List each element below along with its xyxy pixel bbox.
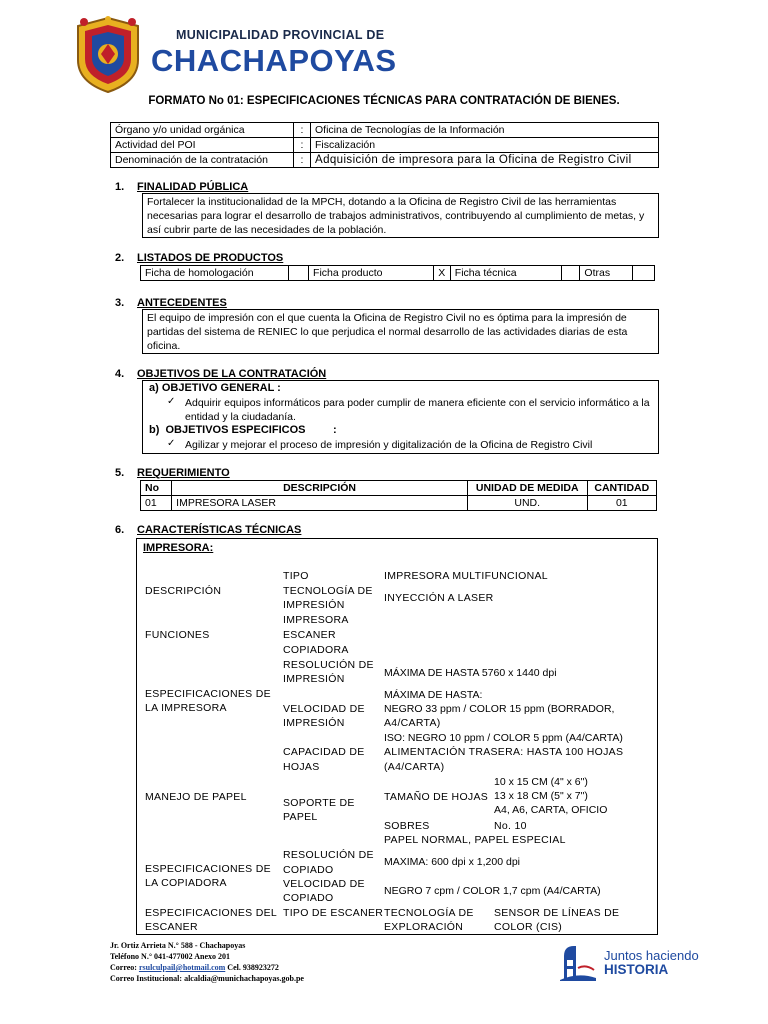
footer-email [110,962,279,973]
municipal-seal-logo [72,16,144,94]
paragraph-line: Fortalecer la institucionalidad de la MPCH, dotando a la Oficina de Registro Civil de las herramientas [147,196,617,208]
footer-email-link[interactable]: rsulculpail@hotmail.com [138,963,226,972]
section-title-objetivos: OBJETIVOS DE LA CONTRATACIÓN [137,368,327,380]
footer-email-label: Correo: [110,963,139,972]
table-header-row [141,481,657,496]
spec-category: ESPECIFICACIONES DE [145,863,271,875]
info-label: Denominación de la contratación [111,153,294,168]
spec-category: DESCRIPCIÓN [145,585,222,597]
objetivo-general-text [185,396,655,424]
product-option-label: Otras [580,266,632,281]
check-icon: ✓ [167,438,176,449]
footer-cell: Cel. 938923272 [225,963,279,972]
paragraph-line: partidas del sistema de RENIEC lo que perjudica el normal desarrollo de las actividades diarias de esta [147,326,628,338]
section-title-finalidad: FINALIDAD PÚBLICA [137,181,249,193]
spec-category: LA COPIADORA [145,877,227,889]
juntos-historia-logo-icon [556,942,600,982]
paragraph-line: oficina. [147,340,181,352]
spec-term: TECNOLOGÍA DE [283,585,373,597]
section-number: 2. [115,252,125,264]
spec-category: ESPECIFICACIONES DE [145,688,271,700]
spec-term: IMPRESIÓN [283,599,345,611]
column-header: UNIDAD DE MEDIDA [467,481,587,496]
paragraph-line: Adquirir equipos informáticos para poder cumplir de manera eficiente con el servicio informático a la [185,397,650,409]
spec-value: INYECCIÓN A LASER [384,592,494,604]
document-title: FORMATO No 01: ESPECIFICACIONES TÉCNICAS PARA CONTRATACIÓN DE BIENES. [148,95,620,107]
info-value: Adquisición de impresora para la Oficina de Registro Civil [311,153,659,168]
spec-term: IMPRESIÓN [283,717,345,729]
spec-value: MÁXIMA DE HASTA: [384,689,483,701]
spec-term: VELOCIDAD DE [283,878,365,890]
info-row [111,123,659,138]
product-list-table [140,265,655,281]
check-icon: ✓ [167,396,176,407]
product-option-label: Ficha de homologación [141,266,289,281]
section-number: 4. [115,368,125,380]
column-header: DESCRIPCIÓN [172,481,468,496]
spec-value: COLOR (CIS) [494,921,563,933]
info-table [110,122,659,168]
footer-phone: Teléfono N.° 041-477002 Anexo 201 [110,952,231,961]
spec-category: MANEJO DE PAPEL [145,791,247,803]
spec-subterm: SOBRES [384,820,430,832]
spec-term: RESOLUCIÓN DE [283,849,374,861]
technical-specs-box [136,538,658,935]
objetivos-box [142,380,659,454]
spec-value: A4, A6, CARTA, OFICIO [494,804,608,816]
table-row [141,496,657,511]
spec-value: (A4/CARTA) [384,761,445,773]
info-row [111,138,659,153]
spec-category: LA IMPRESORA [145,702,227,714]
spec-value: ALIMENTACIÓN TRASERA: HASTA 100 HOJAS [384,746,624,758]
paragraph-line: El equipo de impresión con el que cuenta la Oficina de Registro Civil no es óptima para la impresión de [147,312,627,324]
info-row [111,153,659,168]
section-title-productos: LISTADOS DE PRODUCTOS [137,252,284,264]
requirement-table [140,480,657,511]
table-cell: IMPRESORA LASER [172,496,468,511]
section-number: 3. [115,297,125,309]
section-title-caracteristicas: CARACTERÍSTICAS TÉCNICAS [137,524,302,536]
paragraph-line: así cubrir parte de las necesidades de la población. [147,224,387,236]
section-number: 1. [115,181,125,193]
section-title-requerimiento: REQUERIMIENTO [137,467,230,479]
specs-title: IMPRESORA: [143,542,214,554]
product-option-label: Ficha producto [309,266,434,281]
info-label: Actividad del POI [111,138,294,153]
column-header: CANTIDAD [587,481,656,496]
spec-value: No. 10 [494,820,527,832]
finalidad-box [142,193,659,238]
spec-value: A4/CARTA) [384,717,441,729]
spec-term: COPIADORA [283,644,349,656]
spec-term: TIPO [283,570,309,582]
spec-term: RESOLUCIÓN DE [283,659,374,671]
section-number: 5. [115,467,125,479]
spec-term: TIPO DE ESCANER [283,907,384,919]
section-title-antecedentes: ANTECEDENTES [137,297,227,309]
table-cell: UND. [467,496,587,511]
spec-term: ESCANER [283,629,336,641]
objetivo-general-label: a) OBJETIVO GENERAL : [149,382,281,394]
org-name: CHACHAPOYAS [151,43,397,78]
column-header: No [141,481,172,496]
section-number: 6. [115,524,125,536]
spec-value: 13 x 18 CM (5" x 7") [494,790,588,802]
footer-institutional-email: Correo Institucional: alcaldia@munichachapoyas.gob.pe [110,974,304,983]
antecedentes-box [142,309,659,354]
info-value: Oficina de Tecnologías de la Información [311,123,659,138]
slogan-line-1: Juntos haciendo [604,948,699,963]
spec-term: COPIADO [283,892,334,904]
info-value: Fiscalización [311,138,659,153]
product-checkbox [561,266,580,281]
footer-address: Jr. Ortiz Arrieta N.° 588 - Chachapoyas [110,941,246,950]
spec-term: VELOCIDAD DE [283,703,365,715]
info-label: Órgano y/o unidad orgánica [111,123,294,138]
paragraph-line: entidad y la ciudadanía. [185,411,296,423]
spec-subterm: EXPLORACIÓN [384,921,464,933]
product-checkbox: X [433,266,450,281]
org-subtitle: MUNICIPALIDAD PROVINCIAL DE [176,28,385,42]
spec-value: IMPRESORA MULTIFUNCIONAL [384,570,548,582]
spec-subterm: TECNOLOGÍA DE [384,907,474,919]
product-checkbox [632,266,654,281]
spec-value: ISO: NEGRO 10 ppm / COLOR 5 ppm (A4/CARTA) [384,732,623,744]
info-separator: : [294,153,311,168]
spec-term: PAPEL [283,811,318,823]
table-cell: 01 [141,496,172,511]
table-cell: 01 [587,496,656,511]
product-checkbox [288,266,308,281]
info-separator: : [294,123,311,138]
spec-value: MAXIMA: 600 dpi x 1,200 dpi [384,856,520,868]
spec-value: 10 x 15 CM (4" x 6") [494,776,588,788]
objetivo-especifico-text: Agilizar y mejorar el proceso de impresión y digitalización de la Oficina de Registro Civil [185,439,593,451]
product-option-label: Ficha técnica [450,266,561,281]
spec-term: COPIADO [283,864,334,876]
spec-value: MÁXIMA DE HASTA 5760 x 1440 dpi [384,667,557,679]
info-separator: : [294,138,311,153]
spec-value: PAPEL NORMAL, PAPEL ESPECIAL [384,834,566,846]
spec-term: HOJAS [283,761,320,773]
spec-subterm: TAMAÑO DE HOJAS [384,791,489,803]
spec-term: CAPACIDAD DE [283,746,365,758]
spec-value: SENSOR DE LÍNEAS DE [494,907,620,919]
slogan-line-2: HISTORIA [604,962,669,977]
spec-category: ESCANER [145,921,198,933]
spec-value: NEGRO 33 ppm / COLOR 15 ppm (BORRADOR, [384,703,615,715]
spec-term: IMPRESIÓN [283,673,345,685]
spec-category: FUNCIONES [145,629,210,641]
spec-term: IMPRESORA [283,614,349,626]
spec-value: NEGRO 7 cpm / COLOR 1,7 cpm (A4/CARTA) [384,885,601,897]
spec-term: SOPORTE DE [283,797,355,809]
spec-category: ESPECIFICACIONES DEL [145,907,278,919]
paragraph-line: necesarias para lograr el desarrollo de trabajos administrativos, contribuyendo al cumplimiento de metas, y [147,210,645,222]
objetivos-especificos-label: b) OBJETIVOS ESPECIFICOS : [149,424,337,436]
